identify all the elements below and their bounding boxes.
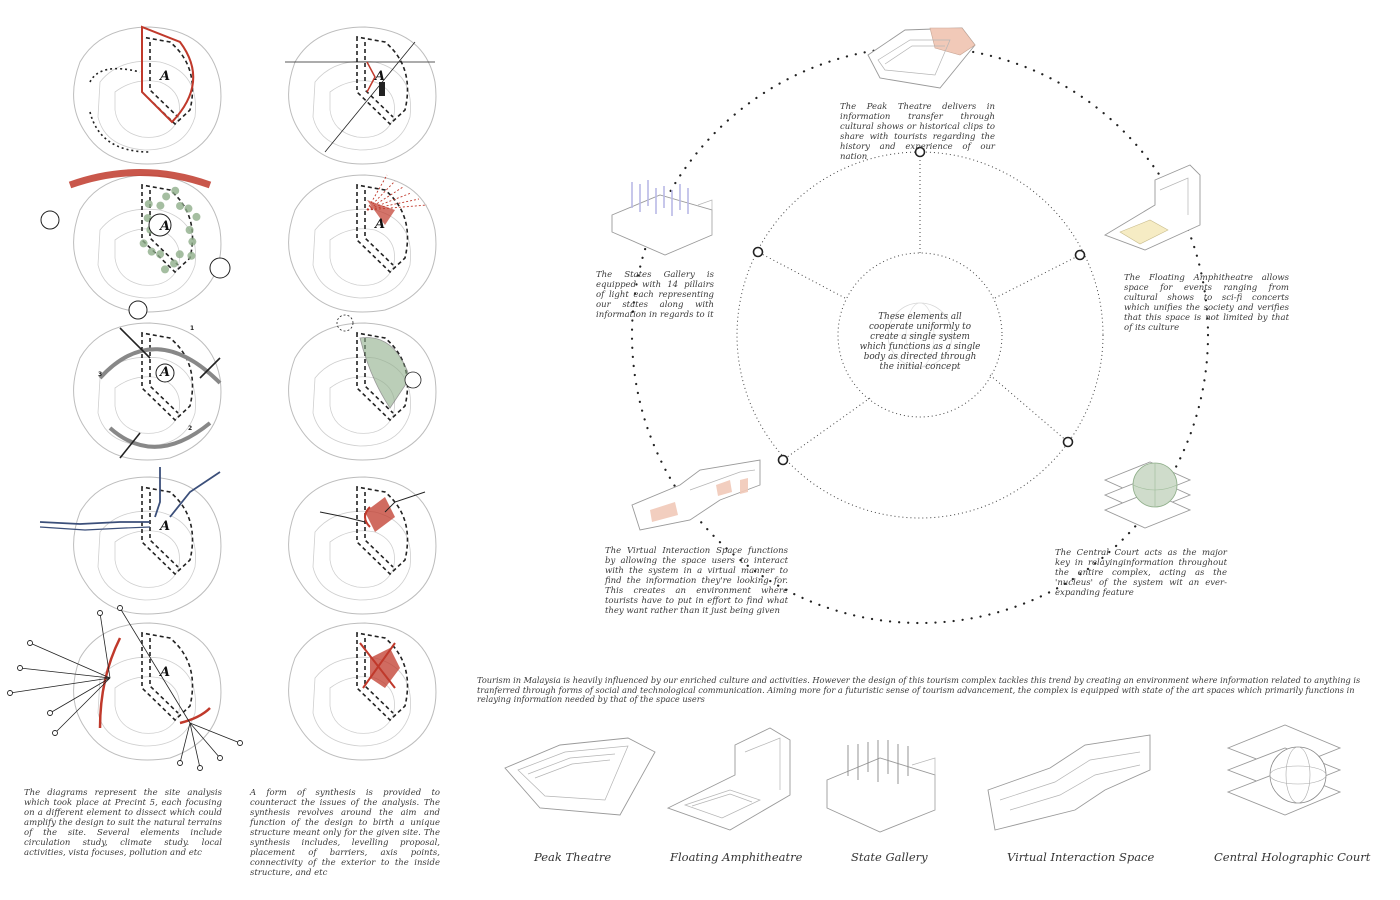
- caption-central-holographic-court: Central Holographic Court: [1214, 850, 1371, 864]
- svg-text:2: 2: [188, 425, 193, 432]
- center-concept-text: These elements all cooperate uniformly to create a single system which functions as a single body as directed through the initial concept: [859, 312, 981, 372]
- peak-theatre-iso: [505, 738, 655, 815]
- virtual-interaction-iso: [988, 735, 1150, 830]
- virtual-interaction-description: The Virtual Interaction Space functions by allowing the space users to interact with the system in a virtual manner to find the information they're looking for. This creates an environment where tourists have to put in effort to find what they want rather than it just being given: [605, 546, 788, 616]
- central-court-description: The Central Court acts as the major key in relayinginformation throughout the entire complex, acting as the 'nucleus' of the system wit an ever-expanding feature: [1055, 548, 1227, 598]
- site-marker-a: A: [159, 519, 171, 534]
- site-marker-a: A: [374, 69, 386, 84]
- caption-floating-amphitheatre: Floating Amphitheatre: [670, 850, 803, 864]
- central-holographic-court-iso: [1228, 725, 1340, 815]
- site-marker-a: A: [159, 219, 171, 234]
- site-marker-a: A: [159, 365, 171, 380]
- svg-text:3: 3: [98, 371, 103, 378]
- synthesis-caption: A form of synthesis is provided to counteract the issues of the analysis. The synthesis revolves around the aim and function of the design to birth a unique structure meant only for the given site. The synthesis includes, levelling proposal, placement of barriers, axis points, connectivity of the exterior to the inside structure, and etc: [250, 788, 440, 878]
- site-marker-a: A: [159, 69, 171, 84]
- state-gallery-iso: [827, 740, 935, 832]
- svg-text:1: 1: [190, 325, 195, 332]
- floating-amphitheatre-description: The Floating Amphitheatre allows space for events ranging from cultural shows to sci-fi concerts which unifies the society and verifies that this space is not limited by that of its culture: [1124, 273, 1289, 333]
- peak-theatre-description: The Peak Theatre delivers in information transfer through cultural shows or historical clips to share with tourists regarding the history and experience of our nation: [840, 102, 995, 162]
- analysis-caption: The diagrams represent the site analysis which took place at Precint 5, each focusing on a different element to dissect which could amplify the design to suit the natural terrains of the site. Several elements include circulation study, climate study. local activities, vista focuses, pollution and etc: [24, 788, 222, 858]
- caption-virtual-interaction-space: Virtual Interaction Space: [1007, 850, 1155, 864]
- intro-paragraph: Tourism in Malaysia is heavily influenced by our enriched culture and activities. However the design of this tourism complex tackles this trend by creating an environment where information related to anything is tranferred through forms of social and technological communication. Aiming more for a futuristic sense of tourism advancement, the complex is equipped with state of the art spaces which primarily functions in relaying information needed by that of the space users: [477, 675, 1361, 704]
- floating-amphitheatre-iso: [668, 728, 790, 830]
- site-marker-a: A: [159, 665, 171, 680]
- caption-state-gallery: State Gallery: [851, 850, 928, 864]
- caption-peak-theatre: Peak Theatre: [534, 850, 612, 864]
- site-marker-a: A: [374, 217, 386, 232]
- states-gallery-description: The States Gallery is equipped with 14 pillairs of light each representing our states along with information in regards to it: [596, 270, 714, 320]
